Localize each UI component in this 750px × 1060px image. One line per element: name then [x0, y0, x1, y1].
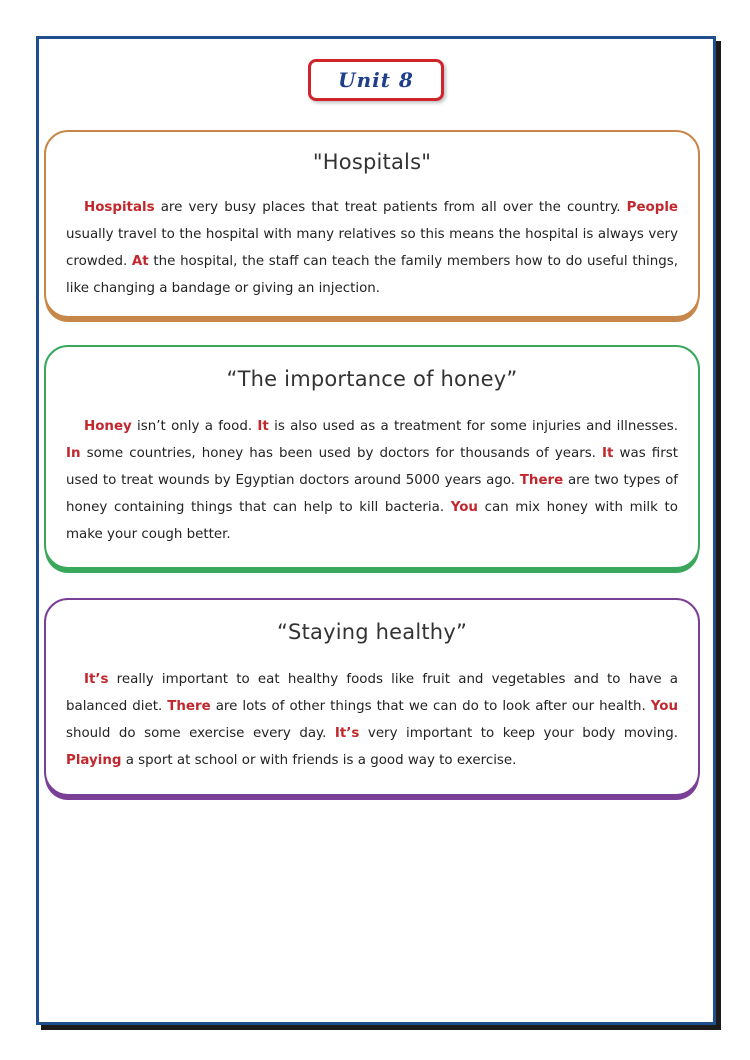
keyword: There	[519, 473, 564, 488]
card-title: “The importance of honey”	[226, 367, 518, 391]
body-text: really important to eat healthy foods like fruit and vegetables and to have a balanced diet.	[66, 672, 678, 714]
keyword: It’s	[334, 726, 360, 741]
keyword: Playing	[66, 753, 122, 768]
keyword: There	[167, 699, 211, 714]
body-text: isn’t only a food.	[131, 419, 258, 434]
body-text: are very busy places that treat patients from all over the country.	[154, 200, 627, 215]
body-text: are lots of other things that we can do to look after our health.	[210, 699, 651, 714]
body-text: very important to keep your body moving.	[359, 726, 678, 741]
card-staying-healthy	[44, 598, 700, 796]
card-body	[66, 194, 678, 302]
card-honey	[44, 345, 700, 569]
body-text: was first used to treat wounds by Egyptian doctors around 5000 years ago.	[66, 446, 678, 488]
body-text: some countries, honey has been used by doctors for thousands of years.	[80, 446, 603, 461]
keyword: Hospitals	[84, 200, 155, 215]
body-text: the hospital, the staff can teach the family members how to do useful things, like changing a bandage or giving an injection.	[66, 254, 678, 296]
body-text: usually travel to the hospital with many relatives so this means the hospital is always very crowded.	[66, 227, 678, 269]
body-text: a sport at school or with friends is a good way to exercise.	[121, 753, 517, 768]
unit-label: Unit 8	[338, 68, 414, 92]
card-title: "Hospitals"	[312, 150, 432, 174]
card-body	[66, 413, 678, 548]
keyword: In	[66, 446, 81, 461]
keyword: You	[650, 699, 678, 714]
card-hospitals	[44, 130, 700, 318]
keyword: You	[450, 500, 478, 515]
card-body	[66, 666, 678, 774]
body-text: are two types of honey containing things that can help to kill bacteria.	[66, 473, 678, 515]
keyword: It	[257, 419, 269, 434]
body-text: can mix honey with milk to make your cough better.	[66, 500, 678, 542]
body-text: should do some exercise every day.	[66, 726, 335, 741]
keyword: It’s	[84, 672, 109, 687]
card-title: “Staying healthy”	[276, 620, 468, 644]
keyword: Honey	[84, 419, 132, 434]
body-text: is also used as a treatment for some injuries and illnesses.	[268, 419, 678, 434]
unit-badge	[308, 59, 444, 101]
keyword: It	[602, 446, 614, 461]
keyword: People	[626, 200, 678, 215]
keyword: At	[131, 254, 149, 269]
